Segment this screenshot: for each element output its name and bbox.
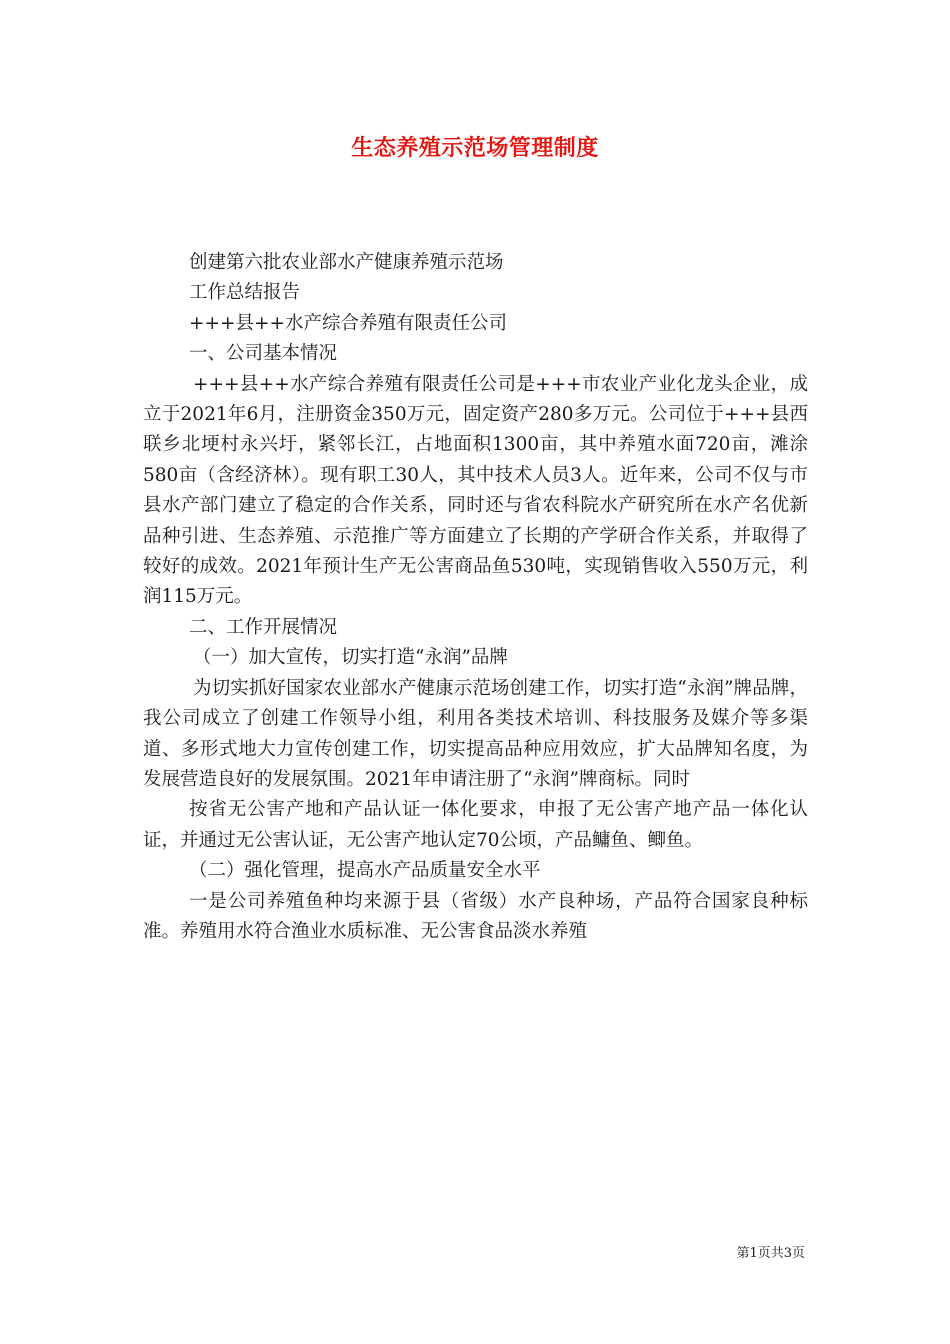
paragraph-management: 一是公司养殖鱼种均来源于县（省级）水产良种场，产品符合国家良种标准。养殖用水符合渔业水质标准、无公害食品淡水养殖 <box>143 890 808 942</box>
document-body <box>143 248 808 947</box>
paragraph-heading-line-2: 工作总结报告 <box>189 282 301 304</box>
paragraph-certification: 按省无公害产地和产品认证一体化要求，申报了无公害产地产品一体化认证，并通过无公害认证，无公害产地认定70公顷，产品鳙鱼、鲫鱼。 <box>143 799 808 851</box>
paragraph-heading-line-1: 创建第六批农业部水产健康养殖示范场 <box>189 252 504 273</box>
subsection-heading-2: （二）强化管理，提高水产品质量安全水平 <box>189 860 541 882</box>
document-title: 生态养殖示范场管理制度 <box>351 136 599 161</box>
paragraph-company-name: +++县++水产综合养殖有限责任公司 <box>189 312 508 334</box>
paragraph-branding: 为切实抓好国家农业部水产健康示范场创建工作，切实打造“永润”牌品牌，我公司成立了创建工作领导小组，利用各类技术培训、科技服务及媒介等多渠道、多形式地大力宣传创建工作，切实提高品种应用效应，扩大品牌知名度，为发展营造良好的发展氛围。2021年申请注册了“永润”牌商标。同时 <box>143 677 808 790</box>
section-heading-2: 二、工作开展情况 <box>189 616 338 638</box>
paragraph-company-overview: +++县++水产综合养殖有限责任公司是+++市农业产业化龙头企业，成立于2021年6月，注册资金350万元，固定资产280多万元。公司位于+++县西联乡北埂村永兴圩，紧邻长江，占地面积1300亩，其中养殖水面720亩，滩涂580亩（含经济林）。现有职工30人，其中技术人员3人。近年来，公司不仅与市县水产部门建立了稳定的合作关系，同时还与省农科院水产研究所在水产名优新品种引进、生态养殖、示范推广等方面建立了长期的产学研合作关系，并取得了较好的成效。2021年预计生产无公害商品鱼530吨，实现销售收入550万元，利润115万元。 <box>143 373 808 608</box>
subsection-heading-1: （一）加大宣传，切实打造“永润”品牌 <box>193 647 508 669</box>
page-number-footer: 第1页共3页 <box>736 1246 805 1261</box>
section-heading-1: 一、公司基本情况 <box>189 343 338 365</box>
